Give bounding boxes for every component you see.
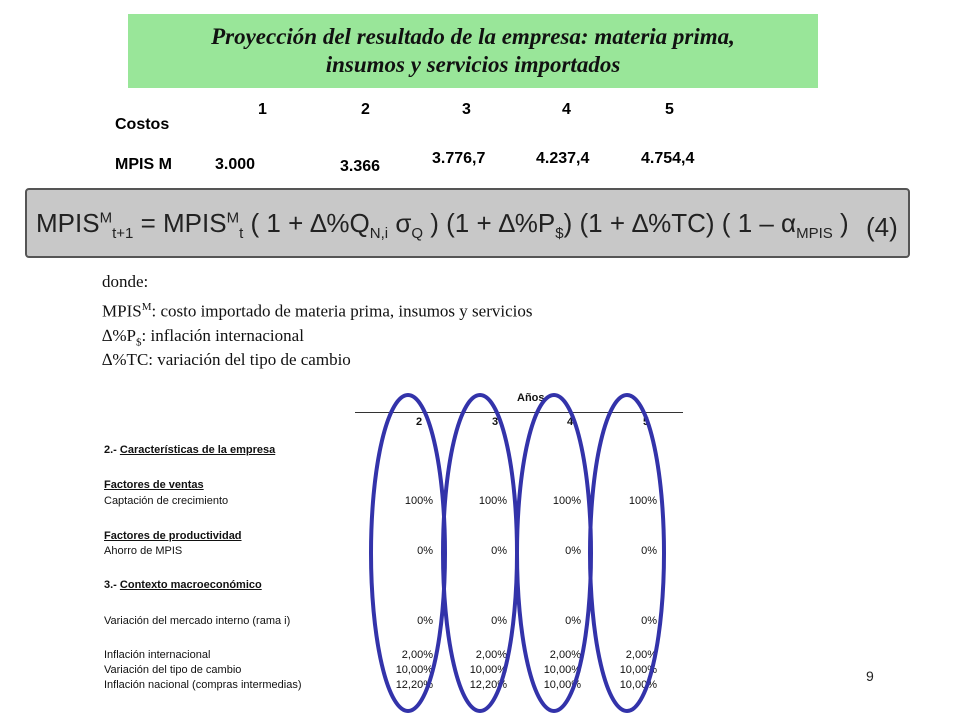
sheet-inflacion-nac-y3: 12,20%	[469, 679, 507, 691]
definition-tipo-cambio: ∆%TC: variación del tipo de cambio	[102, 350, 351, 369]
mpis-label: MPIS M	[115, 156, 172, 173]
sheet-section-3-number: 3.-	[104, 579, 117, 591]
period-4: 4	[562, 101, 571, 118]
definition-mpis-text: : costo importado de materia prima, insumos y servicios	[151, 301, 533, 321]
sheet-inflacion-nac-y5: 10,00%	[619, 679, 657, 691]
formula-sigma-sub: Q	[411, 225, 424, 243]
sheet-year-4: 4	[567, 416, 574, 428]
definition-inflacion-sub: $	[136, 336, 142, 349]
sheet-captacion-label: Captación de crecimiento	[104, 495, 229, 507]
sheet-inflacion-int-y3: 2,00%	[475, 649, 507, 661]
period-1: 1	[258, 101, 267, 118]
mpis-value-4: 4.237,4	[536, 150, 590, 167]
sheet-year-5: 5	[643, 416, 650, 428]
sheet-ahorro-y2: 0%	[417, 545, 433, 557]
period-5: 5	[665, 101, 674, 118]
highlight-ellipse-year-3	[443, 395, 517, 711]
definition-mpis-sup: M	[141, 301, 152, 313]
sheet-tipo-cambio-y2: 10,00%	[395, 664, 433, 676]
sheet-tipo-cambio-y4: 10,00%	[543, 664, 581, 676]
formula-lhs-sup: M	[99, 209, 113, 227]
formula-eq: =	[140, 208, 156, 238]
sheet-factores-productividad: Factores de productividad	[104, 530, 242, 542]
definition-inflacion-text: : inflación internacional	[141, 326, 304, 345]
sheet-captacion-y2: 100%	[404, 495, 433, 507]
formula-part1: ( 1 + ∆%Q	[250, 208, 370, 238]
sheet-inflacion-int-label: Inflación internacional	[104, 649, 211, 661]
definition-mpis-symbol: MPIS	[102, 301, 142, 321]
sheet-variacion-mercado-label: Variación del mercado interno (rama i)	[104, 615, 291, 627]
period-3: 3	[462, 101, 471, 118]
sheet-variacion-mercado-y2: 0%	[417, 615, 433, 627]
sheet-section-2-title: Características de la empresa	[119, 444, 276, 456]
formula-part3: ) (1 + ∆%TC) ( 1 – α	[563, 208, 797, 238]
sheet-anos-header: Años	[517, 392, 545, 404]
definition-inflacion-symbol: ∆%P	[102, 326, 137, 345]
highlight-ellipse-year-4	[517, 395, 591, 711]
formula-lhs: MPIS	[36, 208, 100, 238]
sheet-inflacion-nac-y4: 10,00%	[543, 679, 581, 691]
formula-part2: ) (1 + ∆%P	[430, 208, 556, 238]
formula-part4: )	[840, 208, 849, 238]
mpis-value-1: 3.000	[215, 156, 256, 173]
sheet-tipo-cambio-y3: 10,00%	[469, 664, 507, 676]
sheet-year-3: 3	[492, 416, 499, 428]
sheet-captacion-y3: 100%	[478, 495, 507, 507]
sheet-year-2: 2	[416, 416, 423, 428]
sheet-inflacion-nac-label: Inflación nacional (compras intermedias)	[104, 679, 302, 691]
sheet-captacion-y5: 100%	[628, 495, 657, 507]
highlight-ellipse-year-2	[371, 395, 445, 711]
sheet-factores-ventas: Factores de ventas	[104, 479, 204, 491]
mpis-value-3: 3.776,7	[432, 150, 486, 167]
sheet-inflacion-int-y5: 2,00%	[625, 649, 657, 661]
mpis-value-2: 3.366	[340, 158, 381, 175]
title-line-1: Proyección del resultado de la empresa: materia prima,	[211, 24, 735, 49]
sheet-ahorro-y4: 0%	[565, 545, 581, 557]
sheet-variacion-mercado-y3: 0%	[491, 615, 507, 627]
sheet-inflacion-nac-y2: 12,20%	[395, 679, 433, 691]
costos-label: Costos	[115, 116, 170, 133]
equation-number: (4)	[866, 212, 898, 242]
sheet-tipo-cambio-y5: 10,00%	[619, 664, 657, 676]
highlight-ellipse-year-5	[590, 395, 664, 711]
sheet-inflacion-int-y2: 2,00%	[401, 649, 433, 661]
sheet-variacion-mercado-y4: 0%	[565, 615, 581, 627]
formula-rhs: MPIS	[163, 208, 227, 238]
formula-rhs-sub: t	[239, 225, 244, 243]
sheet-section-3-title: Contexto macroeconómico	[119, 579, 262, 591]
sheet-ahorro-label: Ahorro de MPIS	[104, 545, 183, 557]
sheet-tipo-cambio-label: Variación del tipo de cambio	[104, 664, 242, 676]
formula-rhs-sup: M	[226, 209, 240, 227]
sheet-section-2-number: 2.-	[104, 444, 117, 456]
page-number: 9	[866, 668, 874, 684]
formula-sigma: σ	[395, 208, 412, 238]
formula-part1-sub: N,i	[369, 225, 389, 243]
sheet-ahorro-y5: 0%	[641, 545, 657, 557]
mpis-value-5: 4.754,4	[641, 150, 695, 167]
formula-lhs-sub: t+1	[112, 225, 134, 243]
formula-part3-sub: MPIS	[796, 225, 833, 243]
period-2: 2	[361, 101, 370, 118]
sheet-inflacion-int-y4: 2,00%	[549, 649, 581, 661]
formula-part2-sub: $	[555, 225, 564, 243]
sheet-ahorro-y3: 0%	[491, 545, 507, 557]
donde-label: donde:	[102, 272, 149, 291]
title-line-2: insumos y servicios importados	[325, 52, 621, 77]
sheet-variacion-mercado-y5: 0%	[641, 615, 657, 627]
sheet-captacion-y4: 100%	[552, 495, 581, 507]
